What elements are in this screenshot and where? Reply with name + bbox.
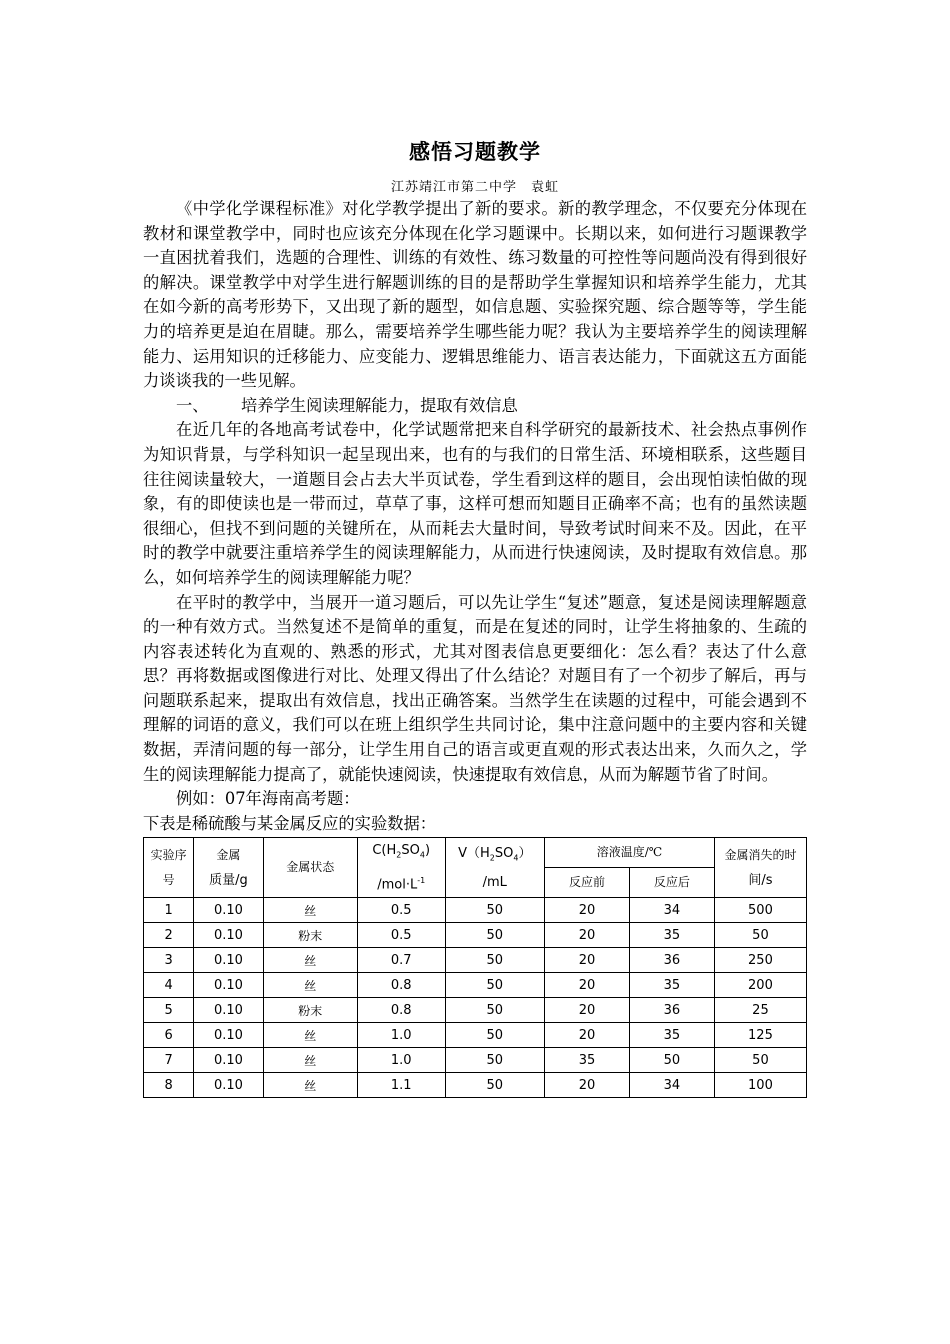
cell-mass: 0.10 [194,923,263,948]
author-line: 江苏靖江市第二中学 袁虹 [390,180,559,195]
cell-time: 250 [714,948,806,973]
table-row [144,1048,807,1073]
cell-temp-after: 36 [629,998,714,1023]
cell-temp-after: 35 [629,1023,714,1048]
paragraph-reading: 在近几年的各地高考试卷中，化学试题常把来自科学研究的最新技术、社会热点事例作为知识背景，与学科知识一起呈现出来，也有的与我们的日常生活、环境相联系，这些题目往往阅读量较大，一道题目会占去大半页试卷，学生看到这样的题目，会出现怕读怕做的现象，有的即使读也是一带而过，草草了事，这样可想而知题目正确率不高；也有的虽然读题很细心，但找不到问题的关键所在，从而耗去大量时间，导致考试时间来不及。因此，在平时的教学中就要注重培养学生的阅读理解能力，从而进行快速阅读，及时提取有效信息。那么，如何培养学生的阅读理解能力呢？ [143,420,807,587]
cell-temp-before: 20 [545,923,630,948]
cell-time: 50 [714,1048,806,1073]
header-temperature: 溶液温度/℃ [545,838,715,868]
paragraph-method: 在平时的教学中，当展开一道习题后，可以先让学生“复述”题意，复述是阅读理解题意的一种有效方式。当然复述不是简单的重复，而是在复述的同时，让学生将抽象的、生疏的内容表述转化为直观的、熟悉的形式，尤其对图表信息更要细化：怎么看？表达了什么意思？再将数据或图像进行对比、处理又得出了什么结论？对题目有了一个初步了解后，再与问题联系起来，提取出有效信息，找出正确答案。当然学生在读题的过程中，可能会遇到不理解的词语的意义，我们可以在班上组织学生共同讨论，集中注意问题中的主要内容和关键数据，弄清问题的每一部分，让学生用自己的语言或更直观的形式表达出来，久而久之，学生的阅读理解能力提高了，就能快速阅读，快速提取有效信息，从而为解题节省了时间。 [143,592,807,784]
cell-time: 100 [714,1073,806,1098]
header-state: 金属状态 [263,838,357,898]
cell-volume: 50 [445,948,544,973]
cell-time: 125 [714,1023,806,1048]
cell-mass: 0.10 [194,998,263,1023]
cell-temp-after: 35 [629,973,714,998]
cell-no: 1 [144,898,194,923]
cell-temp-before: 20 [545,898,630,923]
cell-time: 200 [714,973,806,998]
cell-no: 2 [144,923,194,948]
cell-mass: 0.10 [194,1048,263,1073]
section-number: 一、 [176,395,209,415]
table-row [144,1023,807,1048]
cell-temp-after: 34 [629,1073,714,1098]
cell-temp-after: 50 [629,1048,714,1073]
header-concentration: $C(H_2SO_4)$ $/mol\cdot L^{-1}$ [357,838,445,898]
cell-temp-before: 20 [545,973,630,998]
table-intro: 下表是稀硫酸与某金属反应的实验数据： [143,813,437,833]
cell-concentration: 1.0 [357,1023,445,1048]
cell-state: 丝 [263,1023,357,1048]
table-body [144,898,807,1098]
cell-volume: 50 [445,998,544,1023]
cell-volume: 50 [445,923,544,948]
cell-temp-before: 20 [545,948,630,973]
document-page [143,128,807,1098]
paragraph-intro: 《中学化学课程标准》对化学教学提出了新的要求。新的教学理念，不仅要充分体现在教材和课堂教学中，同时也应该充分体现在化学习题课中。长期以来，如何进行习题课教学一直困扰着我们，选题的合理性、训练的有效性、练习数量的可控性等问题尚没有得到很好的解决。课堂教学中对学生进行解题训练的目的是帮助学生掌握知识和培养学生能力，尤其在如今新的高考形势下，又出现了新的题型，如信息题、实验探究题、综合题等等，学生能力的培养更是迫在眉睫。那么，需要培养学生哪些能力呢？我认为主要培养学生的阅读理解能力、运用知识的迁移能力、应变能力、逻辑思维能力、语言表达能力，下面就这五方面能力谈谈我的一些见解。 [143,199,807,391]
table-row [144,898,807,923]
cell-mass: 0.10 [194,898,263,923]
cell-no: 7 [144,1048,194,1073]
cell-concentration: 0.8 [357,998,445,1023]
cell-time: 500 [714,898,806,923]
header-temp-before: 反应前 [545,868,630,898]
cell-temp-after: 34 [629,898,714,923]
cell-no: 6 [144,1023,194,1048]
cell-mass: 0.10 [194,1023,263,1048]
cell-temp-before: 35 [545,1048,630,1073]
cell-temp-after: 35 [629,923,714,948]
cell-state: 丝 [263,948,357,973]
cell-time: 25 [714,998,806,1023]
cell-mass: 0.10 [194,973,263,998]
cell-volume: 50 [445,1073,544,1098]
cell-temp-before: 20 [545,1073,630,1098]
section-title: 培养学生阅读理解能力，提取有效信息 [241,395,518,415]
cell-volume: 50 [445,898,544,923]
cell-concentration: 1.1 [357,1073,445,1098]
cell-concentration: 0.8 [357,973,445,998]
cell-state: 丝 [263,1073,357,1098]
cell-temp-before: 20 [545,998,630,1023]
cell-state: 丝 [263,898,357,923]
cell-volume: 50 [445,1023,544,1048]
header-mass: 金属 质量/g [194,838,263,898]
cell-no: 3 [144,948,194,973]
cell-mass: 0.10 [194,1073,263,1098]
cell-concentration: 0.5 [357,898,445,923]
cell-temp-before: 20 [545,1023,630,1048]
cell-volume: 50 [445,1048,544,1073]
header-time: 金属消失的时 间/s [714,838,806,898]
cell-no: 8 [144,1073,194,1098]
cell-mass: 0.10 [194,948,263,973]
table-row [144,948,807,973]
example-line: 例如：07年海南高考题： [176,789,360,809]
cell-state: 粉末 [263,998,357,1023]
table-row [144,998,807,1023]
table-header-row [144,838,807,868]
cell-no: 5 [144,998,194,1023]
cell-temp-after: 36 [629,948,714,973]
cell-state: 丝 [263,1048,357,1073]
cell-concentration: 0.7 [357,948,445,973]
cell-state: 粉末 [263,923,357,948]
cell-time: 50 [714,923,806,948]
header-temp-after: 反应后 [629,868,714,898]
section-heading-1 [143,394,807,419]
experiment-table [143,837,807,1098]
header-no: 实验序 号 [144,838,194,898]
cell-concentration: 1.0 [357,1048,445,1073]
page-title: 感悟习题教学 [409,140,541,164]
header-volume: $V(H_2SO_4)$ /mL [445,838,544,898]
cell-state: 丝 [263,973,357,998]
cell-concentration: 0.5 [357,923,445,948]
table-row [144,1073,807,1098]
cell-volume: 50 [445,973,544,998]
table-row [144,973,807,998]
table-row [144,923,807,948]
cell-no: 4 [144,973,194,998]
